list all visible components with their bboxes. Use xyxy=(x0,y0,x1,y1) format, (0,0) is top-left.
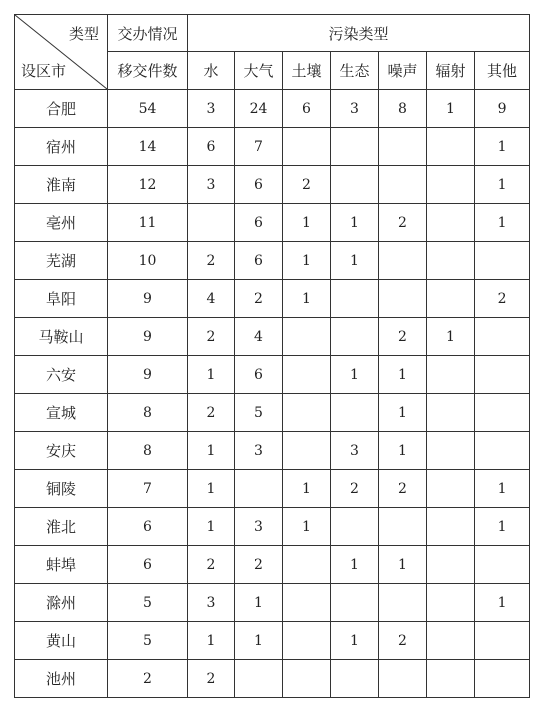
transfer-count-cell: 8 xyxy=(108,394,188,432)
eco-cell xyxy=(331,318,379,356)
eco-cell xyxy=(331,394,379,432)
table-container xyxy=(14,14,529,698)
city-cell: 六安 xyxy=(15,356,108,394)
other-cell: 9 xyxy=(475,90,530,128)
noise-cell: 1 xyxy=(379,356,427,394)
water-cell: 3 xyxy=(188,90,235,128)
radiation-cell xyxy=(427,622,475,660)
eco-cell: 2 xyxy=(331,470,379,508)
type-header-radiation: 辐射 xyxy=(427,52,475,90)
water-cell: 2 xyxy=(188,318,235,356)
soil-cell: 1 xyxy=(283,508,331,546)
noise-cell xyxy=(379,280,427,318)
noise-cell xyxy=(379,660,427,698)
transfer-count-cell: 54 xyxy=(108,90,188,128)
radiation-cell xyxy=(427,128,475,166)
water-cell: 4 xyxy=(188,280,235,318)
type-header-soil: 土壤 xyxy=(283,52,331,90)
air-cell: 1 xyxy=(235,622,283,660)
soil-cell xyxy=(283,546,331,584)
transfer-count-cell: 9 xyxy=(108,318,188,356)
transfer-count-cell: 5 xyxy=(108,584,188,622)
eco-cell xyxy=(331,166,379,204)
radiation-cell xyxy=(427,432,475,470)
water-cell: 2 xyxy=(188,242,235,280)
complaint-stats-table xyxy=(14,14,530,698)
handling-header: 交办情况 xyxy=(108,15,188,52)
transfer-count-cell: 14 xyxy=(108,128,188,166)
type-header-water: 水 xyxy=(188,52,235,90)
transfer-count-cell: 8 xyxy=(108,432,188,470)
other-cell xyxy=(475,394,530,432)
soil-cell xyxy=(283,432,331,470)
air-cell: 7 xyxy=(235,128,283,166)
radiation-cell xyxy=(427,470,475,508)
radiation-cell xyxy=(427,356,475,394)
water-cell: 6 xyxy=(188,128,235,166)
eco-cell xyxy=(331,508,379,546)
air-cell: 6 xyxy=(235,204,283,242)
eco-cell: 1 xyxy=(331,356,379,394)
noise-cell xyxy=(379,128,427,166)
other-cell: 1 xyxy=(475,584,530,622)
radiation-cell xyxy=(427,508,475,546)
radiation-cell xyxy=(427,660,475,698)
soil-cell: 2 xyxy=(283,166,331,204)
transfer-count-cell: 6 xyxy=(108,508,188,546)
other-cell xyxy=(475,318,530,356)
city-cell: 合肥 xyxy=(15,90,108,128)
city-cell: 宿州 xyxy=(15,128,108,166)
water-cell: 3 xyxy=(188,584,235,622)
soil-cell xyxy=(283,394,331,432)
air-cell: 4 xyxy=(235,318,283,356)
table-row xyxy=(15,318,530,356)
noise-cell: 1 xyxy=(379,394,427,432)
soil-cell: 6 xyxy=(283,90,331,128)
water-cell: 1 xyxy=(188,356,235,394)
table-row xyxy=(15,470,530,508)
table-row xyxy=(15,660,530,698)
city-cell: 宣城 xyxy=(15,394,108,432)
area-label: 设区市 xyxy=(21,62,67,80)
header-row-1 xyxy=(15,15,530,52)
city-cell: 池州 xyxy=(15,660,108,698)
other-cell: 2 xyxy=(475,280,530,318)
noise-cell xyxy=(379,242,427,280)
type-label: 类型 xyxy=(68,25,99,43)
type-header-other: 其他 xyxy=(475,52,530,90)
city-cell: 马鞍山 xyxy=(15,318,108,356)
radiation-cell xyxy=(427,242,475,280)
noise-cell xyxy=(379,584,427,622)
water-cell: 1 xyxy=(188,432,235,470)
water-cell: 3 xyxy=(188,166,235,204)
water-cell: 2 xyxy=(188,660,235,698)
city-cell: 淮南 xyxy=(15,166,108,204)
noise-cell: 2 xyxy=(379,622,427,660)
city-cell: 芜湖 xyxy=(15,242,108,280)
other-cell xyxy=(475,356,530,394)
water-cell: 2 xyxy=(188,394,235,432)
noise-cell: 8 xyxy=(379,90,427,128)
air-cell: 1 xyxy=(235,584,283,622)
noise-cell: 2 xyxy=(379,470,427,508)
table-row xyxy=(15,166,530,204)
air-cell: 24 xyxy=(235,90,283,128)
soil-cell: 1 xyxy=(283,242,331,280)
diagonal-header-cell xyxy=(15,15,108,90)
eco-cell xyxy=(331,280,379,318)
noise-cell: 2 xyxy=(379,204,427,242)
water-cell xyxy=(188,204,235,242)
soil-cell xyxy=(283,318,331,356)
soil-cell xyxy=(283,356,331,394)
transfer-count-cell: 6 xyxy=(108,546,188,584)
transfer-count-cell: 11 xyxy=(108,204,188,242)
city-cell: 蚌埠 xyxy=(15,546,108,584)
transfer-count-cell: 2 xyxy=(108,660,188,698)
city-cell: 亳州 xyxy=(15,204,108,242)
table-row xyxy=(15,622,530,660)
other-cell: 1 xyxy=(475,470,530,508)
transfer-count-cell: 10 xyxy=(108,242,188,280)
table-row xyxy=(15,242,530,280)
noise-cell: 1 xyxy=(379,432,427,470)
air-cell: 2 xyxy=(235,280,283,318)
table-row xyxy=(15,508,530,546)
table-row xyxy=(15,356,530,394)
city-cell: 安庆 xyxy=(15,432,108,470)
other-cell: 1 xyxy=(475,166,530,204)
table-row xyxy=(15,584,530,622)
table-row xyxy=(15,128,530,166)
eco-cell xyxy=(331,584,379,622)
radiation-cell: 1 xyxy=(427,318,475,356)
eco-cell: 1 xyxy=(331,204,379,242)
radiation-cell xyxy=(427,166,475,204)
other-cell xyxy=(475,622,530,660)
city-cell: 滁州 xyxy=(15,584,108,622)
other-cell xyxy=(475,660,530,698)
transfer-count-cell: 9 xyxy=(108,280,188,318)
eco-cell: 1 xyxy=(331,546,379,584)
table-row xyxy=(15,204,530,242)
air-cell xyxy=(235,660,283,698)
other-cell: 1 xyxy=(475,508,530,546)
other-cell xyxy=(475,432,530,470)
table-row xyxy=(15,394,530,432)
eco-cell: 3 xyxy=(331,432,379,470)
other-cell xyxy=(475,546,530,584)
noise-cell: 2 xyxy=(379,318,427,356)
radiation-cell: 1 xyxy=(427,90,475,128)
air-cell: 6 xyxy=(235,242,283,280)
noise-cell xyxy=(379,166,427,204)
city-cell: 淮北 xyxy=(15,508,108,546)
city-cell: 阜阳 xyxy=(15,280,108,318)
transfer-count-cell: 5 xyxy=(108,622,188,660)
air-cell: 6 xyxy=(235,166,283,204)
radiation-cell xyxy=(427,204,475,242)
table-row xyxy=(15,432,530,470)
transfer-count-header: 移交件数 xyxy=(108,52,188,90)
table-row xyxy=(15,90,530,128)
soil-cell: 1 xyxy=(283,204,331,242)
soil-cell xyxy=(283,584,331,622)
transfer-count-cell: 9 xyxy=(108,356,188,394)
air-cell: 6 xyxy=(235,356,283,394)
soil-cell: 1 xyxy=(283,280,331,318)
noise-cell: 1 xyxy=(379,546,427,584)
type-header-noise: 噪声 xyxy=(379,52,427,90)
other-cell: 1 xyxy=(475,204,530,242)
eco-cell xyxy=(331,660,379,698)
type-header-air: 大气 xyxy=(235,52,283,90)
soil-cell: 1 xyxy=(283,470,331,508)
eco-cell xyxy=(331,128,379,166)
table-row xyxy=(15,546,530,584)
water-cell: 1 xyxy=(188,470,235,508)
city-cell: 铜陵 xyxy=(15,470,108,508)
water-cell: 2 xyxy=(188,546,235,584)
transfer-count-cell: 7 xyxy=(108,470,188,508)
soil-cell xyxy=(283,622,331,660)
air-cell: 3 xyxy=(235,432,283,470)
type-header-eco: 生态 xyxy=(331,52,379,90)
soil-cell xyxy=(283,128,331,166)
pollution-type-header: 污染类型 xyxy=(188,15,530,52)
radiation-cell xyxy=(427,584,475,622)
radiation-cell xyxy=(427,280,475,318)
other-cell xyxy=(475,242,530,280)
water-cell: 1 xyxy=(188,622,235,660)
air-cell: 3 xyxy=(235,508,283,546)
eco-cell: 3 xyxy=(331,90,379,128)
air-cell xyxy=(235,470,283,508)
radiation-cell xyxy=(427,546,475,584)
transfer-count-cell: 12 xyxy=(108,166,188,204)
eco-cell: 1 xyxy=(331,242,379,280)
radiation-cell xyxy=(427,394,475,432)
air-cell: 5 xyxy=(235,394,283,432)
city-cell: 黄山 xyxy=(15,622,108,660)
table-body xyxy=(15,90,530,698)
other-cell: 1 xyxy=(475,128,530,166)
air-cell: 2 xyxy=(235,546,283,584)
water-cell: 1 xyxy=(188,508,235,546)
table-row xyxy=(15,280,530,318)
eco-cell: 1 xyxy=(331,622,379,660)
noise-cell xyxy=(379,508,427,546)
soil-cell xyxy=(283,660,331,698)
